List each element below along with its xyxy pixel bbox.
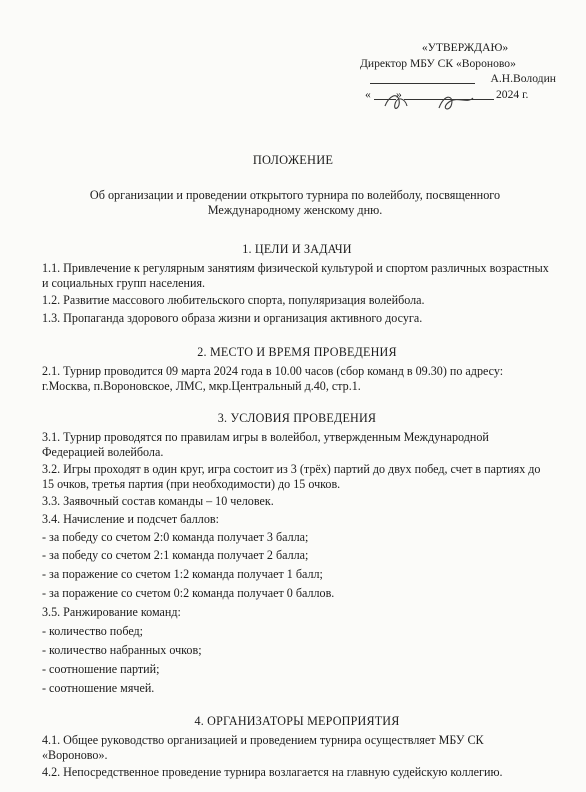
- date-quote-open: «: [365, 88, 371, 101]
- document-subtitle: Об организации и проведении открытого турнира по волейболу, посвященного Международному женскому дню.: [89, 188, 501, 217]
- section-conditions: [42, 411, 552, 700]
- ranking-item: - количество побед;: [42, 624, 144, 639]
- approval-signature-line: [360, 71, 560, 87]
- section-place-time: [42, 345, 552, 396]
- date-day-blank: [374, 99, 396, 100]
- approval-title: «УТВЕРЖДАЮ»: [421, 41, 509, 54]
- ranking-item: - количество набранных очков;: [42, 642, 202, 657]
- scoring-item: - за поражение со счетом 1:2 команда получает 1 балл;: [42, 567, 323, 582]
- section-goals: [42, 242, 552, 328]
- paragraph: 1.2. Развитие массового любительского спорта, популяризация волейбола.: [42, 293, 425, 308]
- paragraph: 1.1. Привлечение к регулярным занятиям физической культурой и спортом различных возрастных и социальных групп населения.: [42, 261, 549, 290]
- approval-name: А.Н.Володин: [490, 72, 556, 85]
- paragraph: 1.3. Пропаганда здорового образа жизни и организация активного досуга.: [42, 310, 423, 325]
- section-organizers: [42, 714, 552, 783]
- paragraph: 4.1. Общее руководство организацией и проведением турнира осуществляет МБУ СК «Вороново».: [42, 733, 484, 762]
- ranking-item: - соотношение партий;: [42, 661, 160, 676]
- approval-date-line: [360, 87, 560, 103]
- paragraph: 3.1. Турнир проводятся по правилам игры в волейбол, утвержденным Международной Федерацией волейбола.: [42, 430, 489, 459]
- approval-block: [360, 40, 560, 103]
- date-quote-close: »: [396, 88, 402, 101]
- section-heading: 3. УСЛОВИЯ ПРОВЕДЕНИЯ: [217, 411, 377, 425]
- section-heading: 1. ЦЕЛИ И ЗАДАЧИ: [242, 242, 352, 256]
- paragraph: 2.1. Турнир проводится 09 марта 2024 года в 10.00 часов (сбор команд в 09.30) по адресу: г.Москва, п.Вороновское, ЛМС, мкр.Центральный д.40, стр.1.: [42, 364, 504, 393]
- paragraph: 3.2. Игры проходят в один круг, игра состоит из 3 (трёх) партий до двух побед, счет в партиях до 15 очков, третья партия (при необходимости) до 15 очков.: [42, 462, 541, 491]
- paragraph: 3.3. Заявочный состав команды – 10 человек.: [42, 494, 274, 509]
- paragraph: 4.2. Непосредственное проведение турнира возлагается на главную судейскую коллегию.: [42, 765, 503, 780]
- section-heading: 2. МЕСТО И ВРЕМЯ ПРОВЕДЕНИЯ: [197, 345, 397, 359]
- scoring-item: - за поражение со счетом 0:2 команда получает 0 баллов.: [42, 586, 335, 601]
- scoring-item: - за победу со счетом 2:1 команда получает 2 балла;: [42, 548, 309, 563]
- signature-underline: [370, 83, 475, 84]
- ranking-title: 3.5. Ранжирование команд:: [42, 605, 181, 620]
- section-heading: 4. ОРГАНИЗАТОРЫ МЕРОПРИЯТИЯ: [194, 714, 400, 728]
- scoring-item: - за победу со счетом 2:0 команда получает 3 балла;: [42, 529, 309, 544]
- ranking-item: - соотношение мячей.: [42, 680, 155, 695]
- approval-position: Директор МБУ СК «Вороново»: [360, 56, 516, 70]
- paragraph: 3.4. Начисление и подсчет баллов:: [42, 511, 219, 526]
- date-month-blank: [404, 99, 494, 100]
- approval-year: 2024 г.: [496, 88, 529, 101]
- document-title: ПОЛОЖЕНИЕ: [252, 153, 334, 167]
